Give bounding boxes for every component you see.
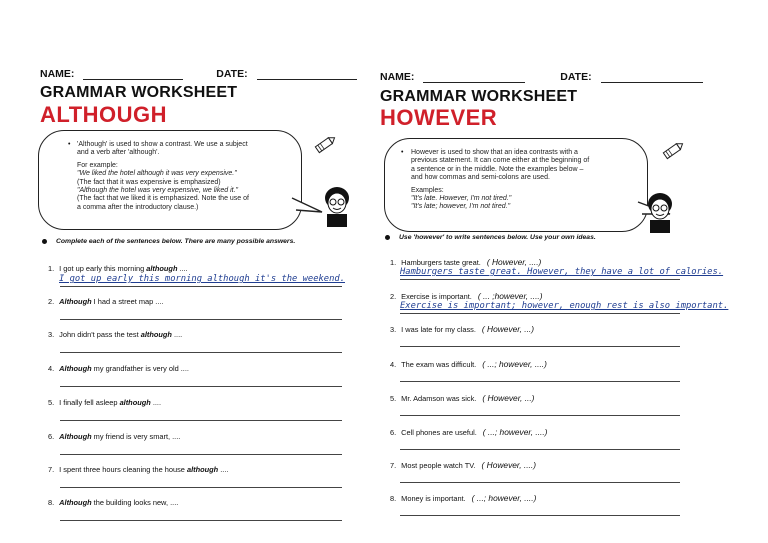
- although-worksheet: [0, 0, 370, 543]
- question-text: ....: [218, 465, 229, 474]
- answer-line[interactable]: [60, 286, 342, 287]
- answer-line[interactable]: [400, 381, 680, 382]
- answer-line[interactable]: [60, 319, 342, 320]
- bubble-example: "Although the hotel was very expensive, we liked it.": [77, 187, 238, 195]
- keyword: Although: [59, 297, 92, 306]
- question-6: [48, 432, 180, 441]
- question-text: I was late for my class.: [401, 325, 476, 334]
- bubble-line: However is used to show that an idea contrasts with a: [411, 149, 578, 156]
- question-text: Cell phones are useful.: [401, 428, 477, 437]
- explanation-bubble: • However is used to show that an idea contrasts with a previous statement. It can come either at the beginning of a sentence or in the middle. Note the examples below – and how commas and semi-colons are used. Examples: "It's late. However, I'm not tired." "It's late; however, I'm not tired.": [384, 138, 648, 232]
- student-face-icon: [645, 192, 675, 234]
- bubble-line: Examples:: [411, 186, 444, 194]
- keyword: although: [119, 398, 151, 407]
- bubble-example: "It's late; however, I'm not tired.": [411, 203, 511, 211]
- question-8: [390, 493, 536, 503]
- answer-line[interactable]: [400, 449, 680, 450]
- explanation-bubble: • 'Although' is used to show a contrast. We use a subject and a verb after 'although'. For example: "We liked the hotel although it was very expensive." (The fact that it was expensive is emphasized) "Although the hotel was very expensive, we liked it." (The fact that we liked it is emphasized. Note the use of a comma after the introductory clause.): [38, 130, 302, 230]
- however-cue: ( However, ...): [482, 393, 535, 403]
- answer-1: I got up early this morning although it's the weekend.: [59, 274, 345, 284]
- student-face-icon: [322, 186, 352, 228]
- answer-line[interactable]: [60, 487, 342, 488]
- answer-line[interactable]: [400, 279, 680, 280]
- question-number: 3.: [390, 325, 397, 334]
- name-field[interactable]: [83, 68, 183, 80]
- keyword: although: [186, 465, 219, 474]
- bubble-line: a comma after the introductory clause.): [77, 203, 199, 211]
- bubble-example: "It's late. However, I'm not tired.": [411, 195, 512, 203]
- keyword: although: [140, 330, 172, 339]
- bubble-line: a sentence or in the middle. Note the examples below –: [411, 165, 584, 173]
- question-number: 7.: [48, 465, 55, 474]
- question-text: Mr. Adamson was sick.: [401, 394, 477, 403]
- however-cue: ( ...; however, ....): [471, 493, 537, 503]
- instructions: [42, 238, 295, 245]
- question-text: Hamburgers taste great.: [401, 258, 481, 267]
- question-3: [390, 324, 534, 334]
- answer-2: Exercise is important; however, enough rest is also important.: [400, 301, 729, 311]
- question-number: 8.: [48, 498, 55, 507]
- date-label: DATE:: [560, 71, 592, 83]
- question-text: ....: [171, 330, 183, 339]
- keyword: although: [146, 264, 178, 273]
- question-text: my grandfather is very old ....: [91, 364, 189, 373]
- question-number: 1.: [390, 258, 397, 267]
- instruction-text: Use 'however' to write sentences below. Use your own ideas.: [399, 234, 596, 241]
- question-number: 6.: [48, 432, 55, 441]
- however-cue: ( ... ;however, ....): [477, 291, 543, 301]
- question-text: the building looks new, ....: [91, 498, 179, 507]
- pencil-icon: [312, 134, 338, 156]
- bubble-line: (The fact that it was expensive is emphasized): [77, 178, 221, 186]
- question-number: 3.: [48, 330, 55, 339]
- answer-line[interactable]: [400, 313, 680, 314]
- however-cue: ( However, ....): [486, 257, 542, 267]
- answer-line[interactable]: [60, 454, 342, 455]
- question-6: [390, 427, 547, 437]
- question-number: 7.: [390, 461, 397, 470]
- keyword: Although: [59, 364, 92, 373]
- date-field[interactable]: [257, 68, 357, 80]
- bubble-line: and how commas and semi-colons are used.: [411, 174, 550, 182]
- worksheet-topic: ALTHOUGH: [40, 102, 168, 127]
- question-1: [390, 257, 541, 267]
- question-8: [48, 498, 178, 507]
- name-label: NAME:: [380, 71, 415, 83]
- question-4: [390, 359, 547, 369]
- question-number: 4.: [390, 360, 397, 369]
- keyword: Although: [59, 498, 92, 507]
- bullet-icon: [42, 239, 47, 244]
- worksheet-topic: HOWEVER: [380, 105, 498, 130]
- question-text: I spent three hours cleaning the house: [59, 465, 187, 474]
- name-label: NAME:: [40, 68, 75, 80]
- date-field[interactable]: [601, 71, 703, 83]
- answer-line[interactable]: [400, 515, 680, 516]
- question-text: Most people watch TV.: [401, 461, 476, 470]
- bubble-line: (The fact that we liked it is emphasized. Note the use of: [77, 195, 249, 203]
- answer-line[interactable]: [400, 482, 680, 483]
- question-text: I finally fell asleep: [59, 398, 120, 407]
- question-2: [390, 291, 543, 301]
- date-label: DATE:: [216, 68, 248, 80]
- question-3: [48, 330, 182, 339]
- question-text: Exercise is important.: [401, 292, 472, 301]
- name-field[interactable]: [423, 71, 525, 83]
- question-text: ....: [150, 398, 162, 407]
- name-date-header: [40, 68, 357, 80]
- worksheet-title: GRAMMAR WORKSHEET: [40, 84, 238, 101]
- bubble-tail: [290, 190, 326, 220]
- answer-line[interactable]: [60, 520, 342, 521]
- question-text: my friend is very smart, ....: [91, 432, 181, 441]
- bubble-line: previous statement. It can come either at the beginning of: [411, 157, 590, 165]
- question-number: 6.: [390, 428, 397, 437]
- question-number: 5.: [48, 398, 55, 407]
- question-1: [48, 264, 188, 273]
- question-2: [48, 297, 164, 306]
- question-number: 2.: [390, 292, 397, 301]
- question-4: [48, 364, 189, 373]
- answer-line[interactable]: [400, 346, 680, 347]
- bubble-example: "We liked the hotel although it was very expensive.": [77, 170, 237, 178]
- answer-line[interactable]: [400, 415, 680, 416]
- question-7: [48, 465, 228, 474]
- question-5: [390, 393, 534, 403]
- name-date-header: [380, 71, 703, 83]
- question-text: Money is important.: [401, 494, 466, 503]
- answer-line[interactable]: [60, 420, 342, 421]
- keyword: Although: [59, 432, 92, 441]
- question-7: [390, 460, 536, 470]
- question-number: 1.: [48, 264, 55, 273]
- bullet-icon: [385, 235, 390, 240]
- instructions: [385, 234, 596, 241]
- however-cue: ( However, ...): [481, 324, 535, 334]
- question-text: The exam was difficult.: [401, 360, 477, 369]
- bubble-line: 'Although' is used to show a contrast. We use a subject: [77, 141, 248, 148]
- however-cue: ( ...; however, ....): [482, 359, 547, 369]
- however-cue: ( However, ....): [481, 460, 536, 470]
- question-number: 5.: [390, 394, 397, 403]
- instruction-text: Complete each of the sentences below. There are many possible answers.: [56, 238, 296, 245]
- question-text: ....: [177, 264, 188, 273]
- answer-line[interactable]: [60, 386, 342, 387]
- however-worksheet: [378, 0, 768, 543]
- question-text: I had a street map ....: [91, 297, 164, 306]
- question-number: 2.: [48, 297, 55, 306]
- pencil-icon: [660, 140, 686, 162]
- answer-1: Hamburgers taste great. However, they have a lot of calories.: [400, 267, 724, 277]
- question-number: 4.: [48, 364, 55, 373]
- bubble-line: and a verb after 'although'.: [77, 149, 160, 157]
- question-number: 8.: [390, 494, 397, 503]
- question-5: [48, 398, 161, 407]
- worksheet-title: GRAMMAR WORKSHEET: [380, 88, 578, 105]
- however-cue: ( ...; however, ....): [482, 427, 548, 437]
- question-text: I got up early this morning: [59, 264, 147, 273]
- answer-line[interactable]: [60, 352, 342, 353]
- question-text: John didn't pass the test: [59, 330, 141, 339]
- bubble-line: For example:: [77, 161, 118, 169]
